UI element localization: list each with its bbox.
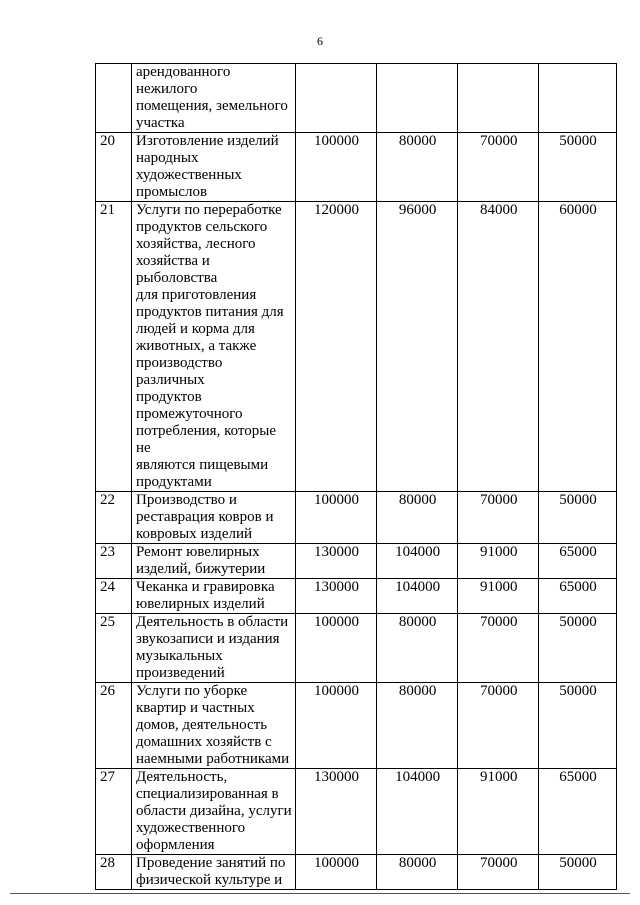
- amount-cell-3: 70000: [458, 492, 539, 544]
- amount-cell-3: 70000: [458, 614, 539, 683]
- tariff-table: [95, 63, 617, 890]
- activity-description: [131, 579, 295, 614]
- description-line: художественного: [135, 820, 246, 836]
- row-number: [96, 64, 132, 133]
- page-bottom-edge: [10, 893, 630, 894]
- table-row: [96, 492, 617, 544]
- description-line: хозяйства, лесного: [135, 236, 256, 252]
- amount-cell-1: [296, 64, 377, 133]
- description-line: Деятельность,: [135, 769, 228, 785]
- description-line: специализированная в: [135, 786, 279, 802]
- amount-cell-1: 130000: [296, 544, 377, 579]
- description-line: помещения, земельного: [135, 98, 288, 114]
- amount-cell-1: 100000: [296, 492, 377, 544]
- amount-cell-2: 80000: [376, 683, 458, 769]
- amount-cell-3: 70000: [458, 855, 539, 890]
- description-line: ковровых изделий: [135, 526, 253, 542]
- description-line: квартир и частных: [135, 700, 255, 716]
- description-line: Ремонт ювелирных: [135, 544, 260, 560]
- table-row: [96, 64, 617, 133]
- description-line: продуктами: [135, 474, 212, 490]
- description-line: продуктов сельского: [135, 219, 268, 235]
- row-number: 24: [96, 579, 132, 614]
- amount-cell-3: 91000: [458, 769, 539, 855]
- description-line: промыслов: [135, 184, 208, 200]
- description-line: физической культуре и: [135, 872, 283, 888]
- description-line: хозяйства и рыболовства: [135, 253, 218, 286]
- table-row: [96, 769, 617, 855]
- description-line: участка: [135, 115, 185, 131]
- amount-cell-4: 65000: [539, 579, 617, 614]
- row-number: 25: [96, 614, 132, 683]
- description-line: народных: [135, 150, 199, 166]
- amount-cell-2: 80000: [376, 492, 458, 544]
- amount-cell-3: 91000: [458, 544, 539, 579]
- activity-description: [131, 64, 295, 133]
- description-line: потребления, которые не: [135, 423, 276, 456]
- page-number: 6: [317, 34, 323, 48]
- description-line: музыкальных: [135, 648, 223, 664]
- amount-cell-1: 130000: [296, 579, 377, 614]
- description-line: промежуточного: [135, 406, 243, 422]
- amount-cell-4: 60000: [539, 202, 617, 492]
- amount-cell-2: [376, 64, 458, 133]
- amount-cell-2: 104000: [376, 769, 458, 855]
- amount-cell-1: 100000: [296, 133, 377, 202]
- amount-cell-4: 50000: [539, 614, 617, 683]
- row-number: 23: [96, 544, 132, 579]
- amount-cell-3: [458, 64, 539, 133]
- activity-description: [131, 769, 295, 855]
- amount-cell-2: 104000: [376, 544, 458, 579]
- amount-cell-4: 50000: [539, 492, 617, 544]
- description-line: продуктов: [135, 389, 202, 405]
- activity-description: [131, 202, 295, 492]
- amount-cell-3: 70000: [458, 133, 539, 202]
- table-row: [96, 202, 617, 492]
- description-line: Изготовление изделий: [135, 133, 279, 149]
- table-row: [96, 579, 617, 614]
- description-line: ювелирных изделий: [135, 596, 265, 612]
- row-number: 20: [96, 133, 132, 202]
- description-line: арендованного нежилого: [135, 64, 231, 97]
- description-line: области дизайна, услуги: [135, 803, 292, 819]
- amount-cell-3: 70000: [458, 683, 539, 769]
- amount-cell-2: 80000: [376, 855, 458, 890]
- amount-cell-2: 104000: [376, 579, 458, 614]
- description-line: Чеканка и гравировка: [135, 579, 275, 595]
- amount-cell-1: 100000: [296, 855, 377, 890]
- amount-cell-1: 130000: [296, 769, 377, 855]
- amount-cell-2: 80000: [376, 133, 458, 202]
- description-line: продуктов питания для: [135, 304, 284, 320]
- amount-cell-4: 65000: [539, 769, 617, 855]
- description-line: произведений: [135, 665, 225, 681]
- description-line: Проведение занятий по: [135, 855, 286, 871]
- description-line: Деятельность в области: [135, 614, 289, 630]
- table-row: [96, 544, 617, 579]
- description-line: Услуги по переработке: [135, 202, 282, 218]
- description-line: Производство и: [135, 492, 237, 508]
- description-line: наемными работниками: [135, 751, 290, 767]
- description-line: оформления: [135, 837, 215, 853]
- amount-cell-3: 91000: [458, 579, 539, 614]
- table-row: [96, 855, 617, 890]
- amount-cell-2: 96000: [376, 202, 458, 492]
- row-number: 21: [96, 202, 132, 492]
- amount-cell-1: 120000: [296, 202, 377, 492]
- amount-cell-4: 65000: [539, 544, 617, 579]
- activity-description: [131, 492, 295, 544]
- row-number: 26: [96, 683, 132, 769]
- table-row: [96, 614, 617, 683]
- description-line: звукозаписи и издания: [135, 631, 280, 647]
- description-line: домов, деятельность: [135, 717, 268, 733]
- description-line: людей и корма для: [135, 321, 255, 337]
- description-line: для приготовления: [135, 287, 257, 303]
- description-line: изделий, бижутерии: [135, 561, 266, 577]
- amount-cell-1: 100000: [296, 614, 377, 683]
- activity-description: [131, 544, 295, 579]
- description-line: производство различных: [135, 355, 223, 388]
- amount-cell-4: [539, 64, 617, 133]
- description-line: реставрация ковров и: [135, 509, 274, 525]
- amount-cell-4: 50000: [539, 683, 617, 769]
- amount-cell-3: 84000: [458, 202, 539, 492]
- amount-cell-2: 80000: [376, 614, 458, 683]
- description-line: являются пищевыми: [135, 457, 269, 473]
- activity-description: [131, 614, 295, 683]
- activity-description: [131, 855, 295, 890]
- amount-cell-4: 50000: [539, 855, 617, 890]
- activity-description: [131, 683, 295, 769]
- row-number: 27: [96, 769, 132, 855]
- row-number: 22: [96, 492, 132, 544]
- amount-cell-1: 100000: [296, 683, 377, 769]
- row-number: 28: [96, 855, 132, 890]
- table-row: [96, 133, 617, 202]
- amount-cell-4: 50000: [539, 133, 617, 202]
- table-body: [96, 64, 617, 890]
- description-line: художественных: [135, 167, 242, 183]
- description-line: животных, а также: [135, 338, 257, 354]
- description-line: домашних хозяйств с: [135, 734, 272, 750]
- activity-description: [131, 133, 295, 202]
- description-line: Услуги по уборке: [135, 683, 248, 699]
- table-row: [96, 683, 617, 769]
